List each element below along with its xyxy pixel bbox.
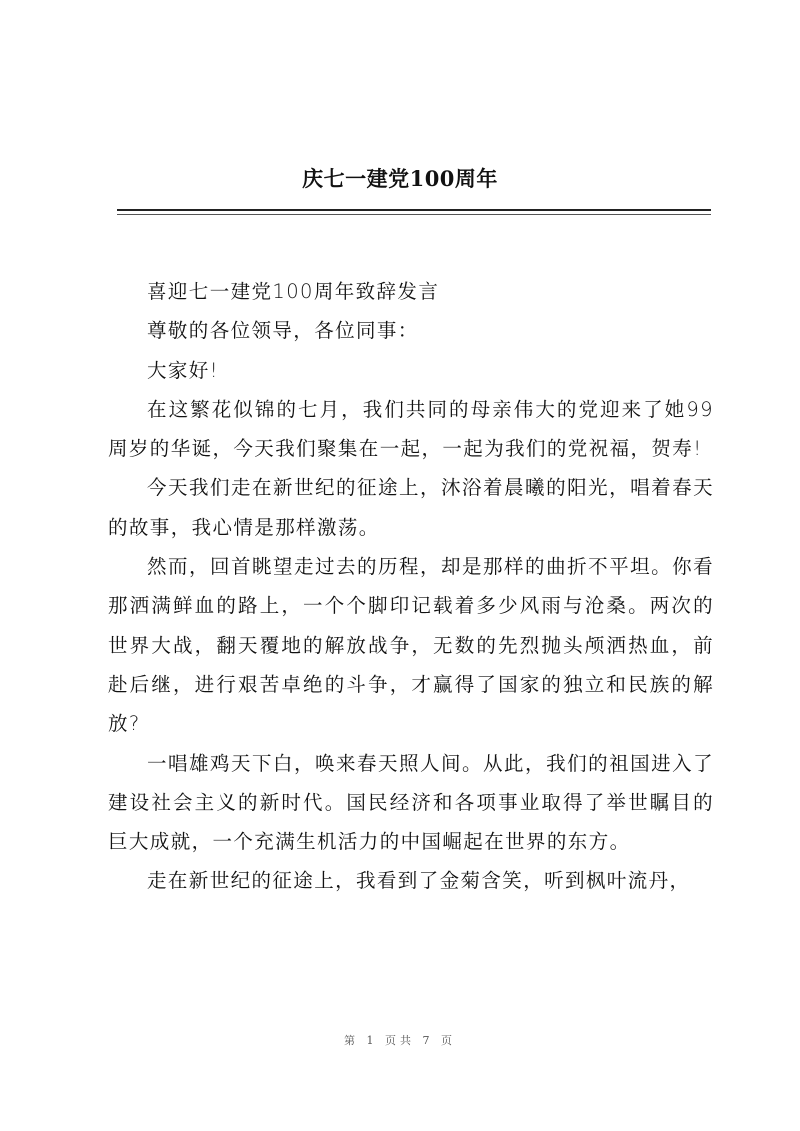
- paragraph-heading: 喜迎七一建党100周年致辞发言: [147, 280, 440, 303]
- paragraph-greeting: 大家好!: [147, 358, 219, 382]
- title-divider-thin: [117, 214, 711, 215]
- paragraph: 走在新世纪的征途上，我看到了金菊含笑，听到枫叶流丹，: [147, 869, 691, 893]
- document-body: [108, 272, 714, 901]
- paragraph: 一唱雄鸡天下白，唤来春天照人间。从此，我们的祖国进入了建设社会主义的新时代。国民经济和各项事业取得了举世瞩目的巨大成就，一个充满生机活力的中国崛起在世界的东方。: [108, 751, 714, 854]
- paragraph: 然而，回首眺望走过去的历程，却是那样的曲折不平坦。你看那洒满鲜血的路上，一个个脚印记载着多少风雨与沧桑。两次的世界大战，翻天覆地的解放战争，无数的先烈抛头颅洒热血，前赴后继，进行艰苦卓绝的斗争，才赢得了国家的独立和民族的解放?: [108, 555, 714, 736]
- paragraph: 在这繁花似锦的七月，我们共同的母亲伟大的党迎来了她99周岁的华诞，今天我们聚集在一起，一起为我们的党祝福，贺寿!: [108, 397, 714, 461]
- paragraph: 今天我们走在新世纪的征途上，沐浴着晨曦的阳光，唱着春天的故事，我心情是那样激荡。: [108, 476, 714, 539]
- paragraph-salutation: 尊敬的各位领导，各位同事：: [147, 319, 419, 343]
- title-divider: [117, 209, 711, 211]
- page-footer: 第 1 页共 7 页: [344, 1034, 456, 1047]
- page-title: 庆七一建党100周年: [302, 166, 498, 191]
